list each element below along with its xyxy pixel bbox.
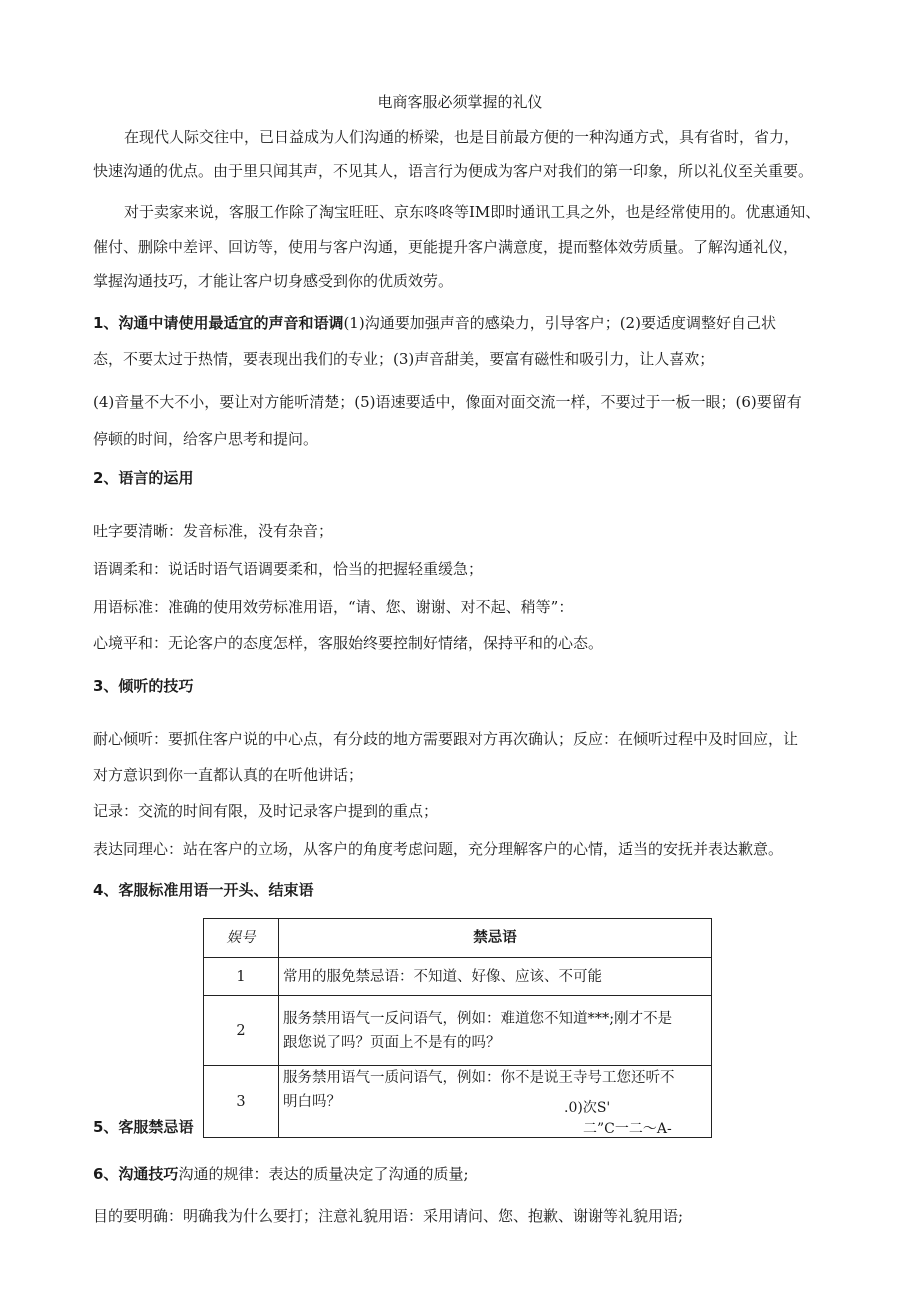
section-3-item: 记录：交流的时间有限，及时记录客户提到的重点； [93, 802, 439, 820]
section-2-item: 用语标准：准确的使用效劳标准用语，“请、您、谢谢、对不起、稍等”： [93, 598, 574, 616]
row-number: 3 [204, 1066, 279, 1138]
section-1-paragraph [93, 313, 776, 333]
intro-line: 掌握沟通技巧，才能让客户切身感受到你的优质效劳。 [93, 272, 454, 290]
section-3-item: 对方意识到你一直都认真的在听他讲话； [93, 766, 364, 784]
row-text: 常用的服免禁忌语：不知道、好像、应该、不可能 [279, 958, 712, 996]
table-row [204, 996, 712, 1066]
row-number: 2 [204, 996, 279, 1066]
row-number: 1 [204, 958, 279, 996]
intro-line: 对于卖家来说，客服工作除了淘宝旺旺、京东咚咚等IM即时通讯工具之外，也是经常使用的。优惠通知、 [124, 203, 821, 221]
section-6-paragraph [93, 1164, 469, 1184]
section-6-heading: 6、沟通技巧 [93, 1165, 179, 1183]
section-6-text: 沟通的规律：表达的质量决定了沟通的质量; [178, 1165, 469, 1183]
section-2-item: 心境平和：无论客户的态度怎样，客服始终要控制好情绪，保持平和的心态。 [93, 634, 604, 652]
table-header-row [204, 919, 712, 958]
section-6-line: 目的要明确：明确我为什么要打；注意礼貌用语：采用请问、您、抱歉、谢谢等礼貌用语; [93, 1207, 684, 1225]
table-header-taboo: 禁忌语 [279, 919, 712, 958]
section-2-item: 吐字要清晰：发音标准，没有杂音； [93, 522, 334, 540]
section-2-item: 语调柔和：说话时语气语调要柔和，恰当的把握轻重缓急； [93, 560, 484, 578]
page-title: 电商客服必须掌握的礼仪 [377, 93, 543, 111]
section-1-line: 停顿的时间，给客户思考和提问。 [93, 430, 319, 448]
ocr-artifact: .0)次S' [564, 1100, 611, 1116]
section-3-heading: 3、倾听的技巧 [93, 677, 194, 695]
section-2-heading: 2、语言的运用 [93, 469, 194, 487]
table-header-number: 娱号 [204, 919, 279, 958]
section-1-line: 态，不要太过于热情，要表现出我们的专业；(3)声音甜美，要富有磁性和吸引力，让人喜欢； [93, 350, 715, 368]
row-text-line: 服务禁用语气一质问语气，例如：你不是说王寺号工您还听不 [283, 1070, 675, 1086]
section-1-line: (4)音量不大不小，要让对方能听清楚；(5)语速要适中，像面对面交流一样，不要过于一板一眼；(6)要留有 [93, 393, 802, 411]
row-text [279, 996, 712, 1066]
row-text-line: 明白吗？ [283, 1094, 341, 1110]
section-1-text: (1)沟通要加强声音的感染力，引导客户；(2)要适度调整好自己状 [343, 314, 776, 332]
intro-line: 催付、删除中差评、回访等，使用与客户沟通，更能提升客户满意度，提而整体效劳质量。了解沟通礼仪， [93, 238, 799, 256]
section-5-heading: 5、客服禁忌语 [93, 1118, 194, 1136]
intro-line: 在现代人际交往中，已日益成为人们沟通的桥梁，也是目前最方便的一种沟通方式，具有省时，省力， [124, 128, 800, 146]
section-3-item: 耐心倾听：要抓住客户说的中心点，有分歧的地方需要跟对方再次确认；反应：在倾听过程中及时回应，让 [93, 730, 799, 748]
taboo-phrases-table [203, 918, 712, 1138]
intro-line: 快速沟通的优点。由于里只闻其声，不见其人，语言行为便成为客户对我们的第一印象，所以礼仪至关重要。 [93, 162, 814, 180]
section-1-heading: 1、沟通中请使用最适宜的声音和语调 [93, 314, 344, 332]
section-3-item: 表达同理心：站在客户的立场，从客户的角度考虑问题，充分理解客户的心情，适当的安抚并表达歉意。 [93, 840, 784, 858]
row-text-line: 服务禁用语气一反问语气，例如：难道您不知道***;刚才不是 [283, 1010, 673, 1027]
section-4-heading: 4、客服标准用语一开头、结束语 [93, 881, 314, 899]
table-row [204, 958, 712, 996]
row-text-line: 跟您说了吗？页面上不是有的吗？ [283, 1034, 501, 1051]
ocr-artifact: 二”C一二～A- [583, 1121, 672, 1137]
